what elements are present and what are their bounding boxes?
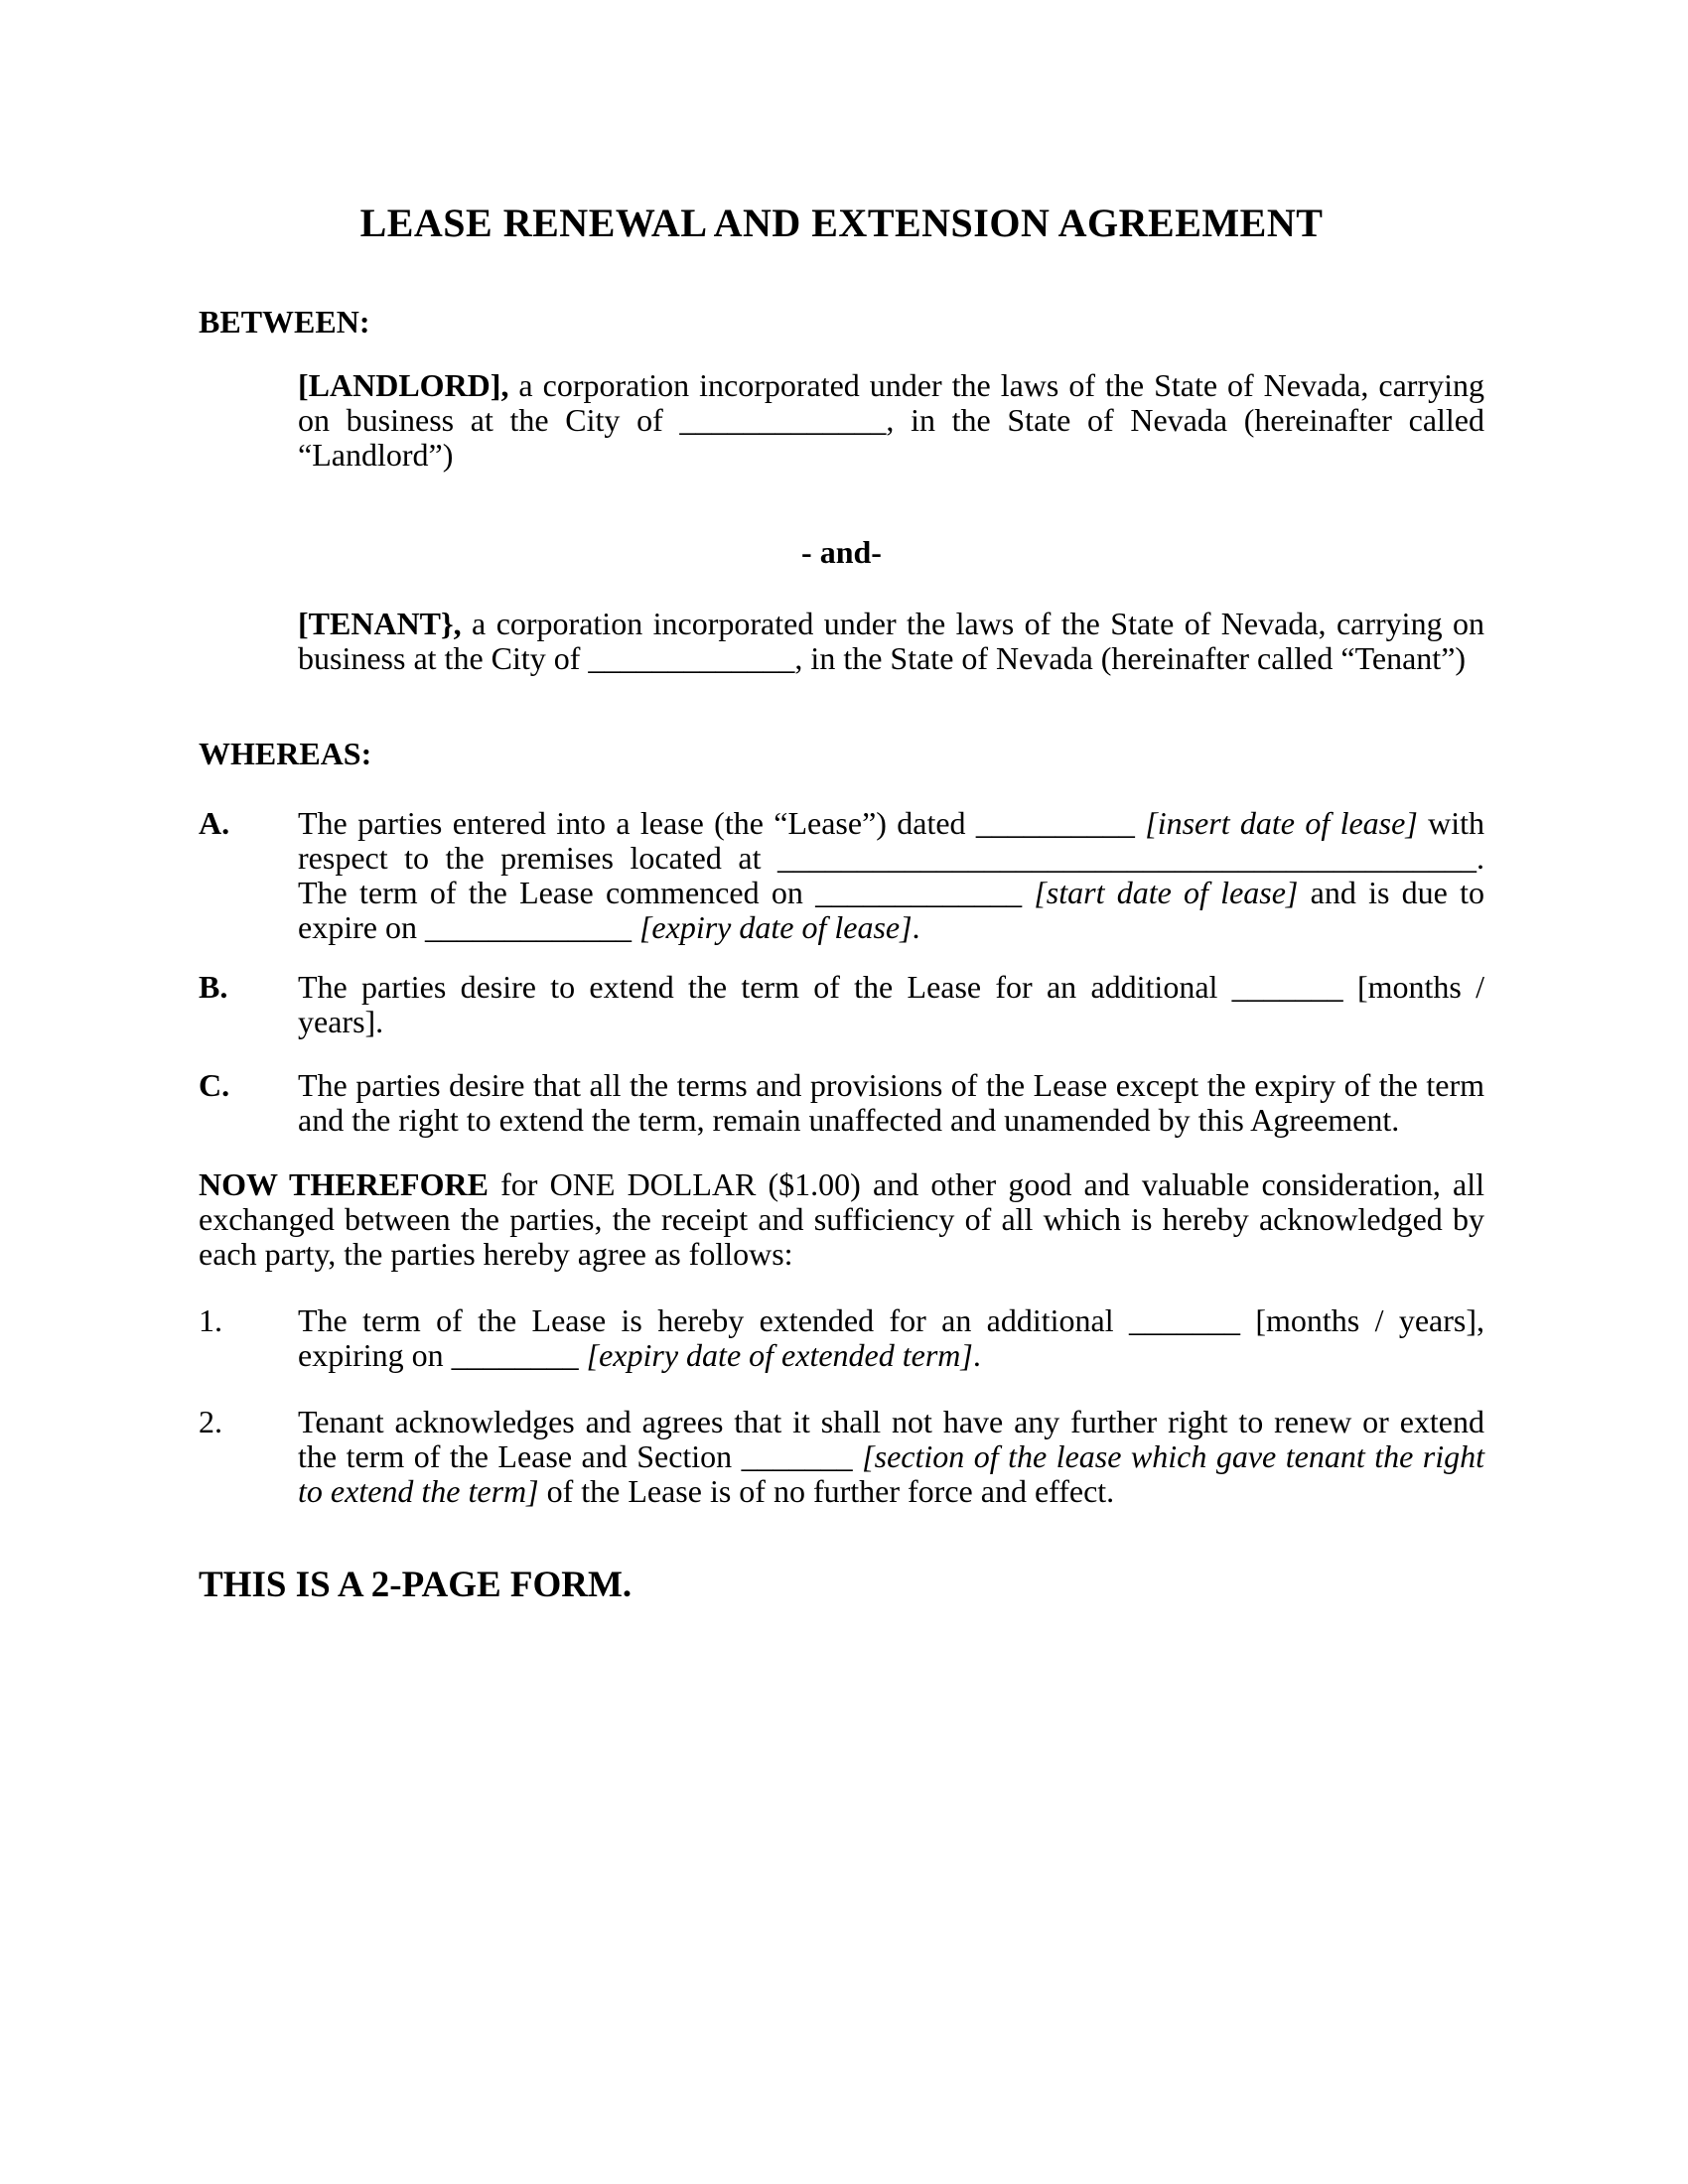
recital-label: C. <box>199 1067 230 1103</box>
whereas-label: WHEREAS: <box>199 736 372 771</box>
two-page-form-note: THIS IS A 2-PAGE FORM. <box>199 1565 633 1605</box>
landlord-paragraph: [LANDLORD], a corporation incorporated under the laws of the State of Nevada, carrying on business at the City of _____________, in the State of Nevada (hereinafter called “Landlord”) <box>298 367 1484 473</box>
recital-text: The parties entered into a lease (the “Lease”) dated __________ [insert date of lease] with respect to the premises located at ____________________________________________. The term of the Lease commenced on _____________ [start date of lease] and is due to expire on _____________ [expiry date of lease]. <box>298 805 1485 945</box>
recital-item-c <box>199 1068 1484 1138</box>
clause-text: Tenant acknowledges and agrees that it shall not have any further right to renew or extend the term of the Lease and Section _______ [section of the lease which gave tenant the right to extend the term] of the Lease is of no further force and effect. <box>298 1404 1485 1509</box>
recital-item-a <box>199 806 1484 945</box>
clause-label: 2. <box>199 1404 222 1439</box>
between-label: BETWEEN: <box>199 304 370 340</box>
clause-item-1 <box>199 1303 1484 1373</box>
clause-text: The term of the Lease is hereby extended for an additional _______ [months / years], expiring on ________ [expiry date of extended term]. <box>298 1302 1484 1373</box>
recital-item-b <box>199 970 1484 1039</box>
recital-label: B. <box>199 969 228 1005</box>
tenant-paragraph: [TENANT}, a corporation incorporated under the laws of the State of Nevada, carrying on business at the City of _____________, in the State of Nevada (hereinafter called “Tenant”) <box>298 606 1484 676</box>
clause-item-2 <box>199 1405 1484 1509</box>
recital-text: The parties desire to extend the term of the Lease for an additional _______ [months / years]. <box>298 969 1484 1039</box>
document-title: LEASE RENEWAL AND EXTENSION AGREEMENT <box>359 201 1324 245</box>
clause-label: 1. <box>199 1302 222 1338</box>
recital-text: The parties desire that all the terms and provisions of the Lease except the expiry of the term and the right to extend the term, remain unaffected and unamended by this Agreement. <box>298 1067 1484 1138</box>
recital-label: A. <box>199 805 230 841</box>
now-therefore-paragraph: NOW THEREFORE for ONE DOLLAR ($1.00) and other good and valuable consideration, all exchanged between the parties, the receipt and sufficiency of all which is hereby acknowledged by each party, the parties hereby agree as follows: <box>199 1166 1485 1272</box>
and-separator: - and- <box>801 534 882 570</box>
